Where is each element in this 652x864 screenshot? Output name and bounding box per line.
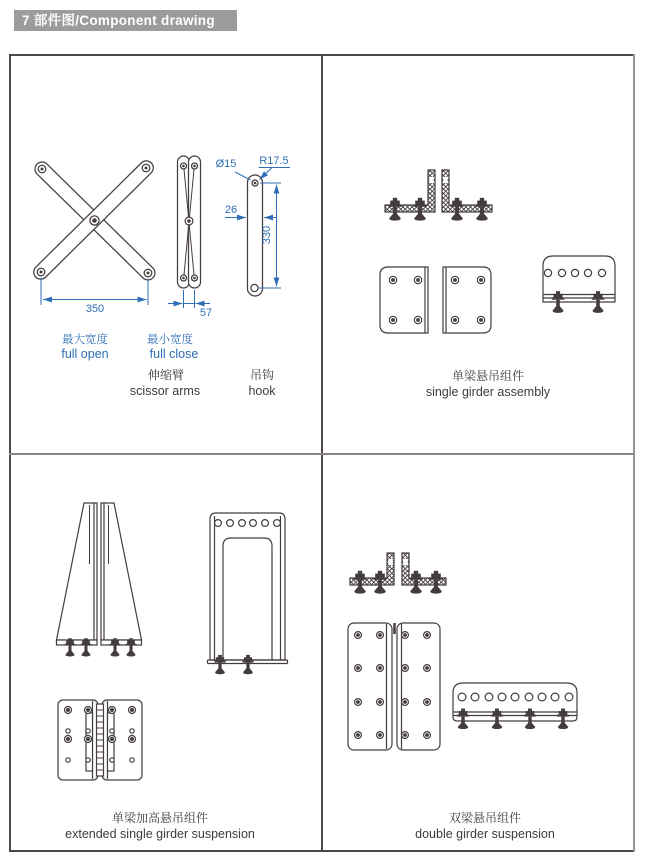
single-girder-panel [322, 54, 635, 454]
caption-arms-en: scissor arms [129, 384, 201, 398]
section-title: 7 部件图/Component drawing [22, 13, 215, 28]
panel-label-en: extended single girder suspension [65, 827, 255, 841]
caption-arms-cn: 伸缩臂 [147, 368, 185, 382]
tri-plate-pair-drawing [57, 503, 142, 656]
hinge-plate-pair-drawing [58, 700, 142, 780]
caption-full-open-en: full open [61, 347, 109, 361]
dim-hole-offset: 26 [224, 204, 238, 216]
scissor-hook-panel [9, 54, 322, 454]
dim-hole-diameter: Ø15 [215, 158, 237, 170]
scissor-open-drawing [31, 158, 158, 283]
caption-hook-en: hook [248, 384, 276, 398]
girder-rail-drawing [453, 683, 577, 729]
caption-full-close-en: full close [149, 347, 199, 361]
plate-pair-drawing [380, 267, 491, 333]
scissor-closed-drawing [178, 156, 201, 288]
panel-label-en: single girder assembly [425, 385, 551, 399]
girder-clamp-drawing [543, 256, 615, 313]
panel-label-cn: 单梁加高悬吊组件 [111, 811, 209, 825]
caption-hook-cn: 吊钩 [249, 368, 275, 382]
dim-closed-width: 57 [199, 307, 213, 319]
panel-label-en: double girder suspension [415, 827, 555, 841]
tall-bracket-drawing [208, 513, 288, 674]
dim-open-width: 350 [85, 303, 105, 315]
panel-label-cn: 单梁悬吊组件 [451, 369, 525, 383]
section-header [14, 10, 237, 31]
double-girder-panel [322, 454, 635, 852]
bracket-section-drawing [385, 170, 492, 221]
tall-plate-pair-drawing [348, 623, 440, 750]
extended-girder-panel [9, 454, 322, 852]
panel-label-cn: 双梁悬吊组件 [448, 811, 522, 825]
caption-full-open-cn: 最大宽度 [62, 334, 108, 346]
bracket-section-drawing [350, 553, 446, 594]
dim-hook-length: 330 [261, 225, 273, 245]
dim-end-radius: R17.5 [259, 155, 289, 167]
caption-full-close-cn: 最小宽度 [147, 334, 193, 346]
